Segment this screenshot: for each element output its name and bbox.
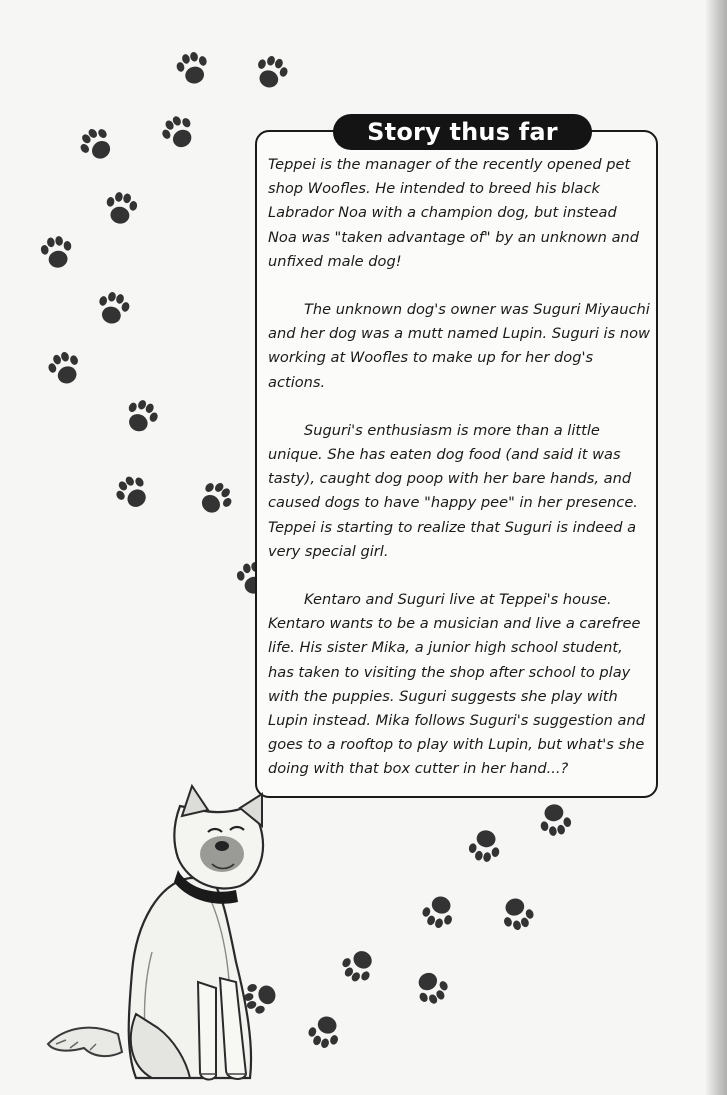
page-edge-shadow — [705, 0, 727, 1095]
paw-print-icon — [113, 389, 169, 445]
paw-print-icon — [150, 104, 207, 161]
paw-print-icon — [38, 342, 92, 396]
page-title: Story thus far — [333, 114, 592, 150]
story-paragraph: Teppei is the manager of the recently opened pet shop Woofles. He intended to breed his black Labrador Noa with a champion dog, but instead Noa was "taken advantage of" by an unknown and unfixed male dog! — [268, 156, 640, 270]
paw-print-icon — [330, 936, 388, 994]
paw-print-icon — [402, 958, 459, 1015]
paw-print-icon — [67, 115, 126, 174]
story-summary-text — [268, 153, 650, 806]
paw-print-icon — [412, 884, 466, 938]
paw-print-icon — [185, 469, 244, 528]
paw-print-icon — [461, 821, 510, 870]
story-paragraph: Suguri's enthusiasm is more than a little unique. She has eaten dog food (and said it was tasty), caught dog poop with her bare hands, and caused dogs to have "happy pee" in her presence. Teppei is starting to realize that Suguri is indeed a very special girl. — [268, 421, 638, 560]
paw-print-icon — [33, 229, 82, 278]
story-paragraph: The unknown dog's owner was Suguri Miyauchi and her dog was a mutt named Lupin. Suguri is now working at Woofles to make up for her dog's actions. — [268, 301, 650, 391]
paw-print-icon — [104, 464, 162, 522]
paw-print-icon — [244, 46, 298, 100]
paw-print-icon — [298, 1004, 352, 1058]
paw-print-icon — [97, 185, 146, 234]
sitting-dog-illustration — [40, 782, 280, 1094]
paw-print-icon — [167, 43, 218, 94]
paw-print-icon — [87, 283, 138, 334]
story-paragraph: Kentaro and Suguri live at Teppei's house. Kentaro wants to be a musician and live a carefree life. His sister Mika, a junior high school student, has taken to visiting the shop after school to play with the puppies. Suguri suggests she play with Lupin instead. Mika follows Suguri's suggestion and goes to a rooftop to play with Lupin, but what's she doing with that box cutter in her hand...? — [268, 591, 645, 778]
paw-print-icon — [490, 886, 544, 940]
